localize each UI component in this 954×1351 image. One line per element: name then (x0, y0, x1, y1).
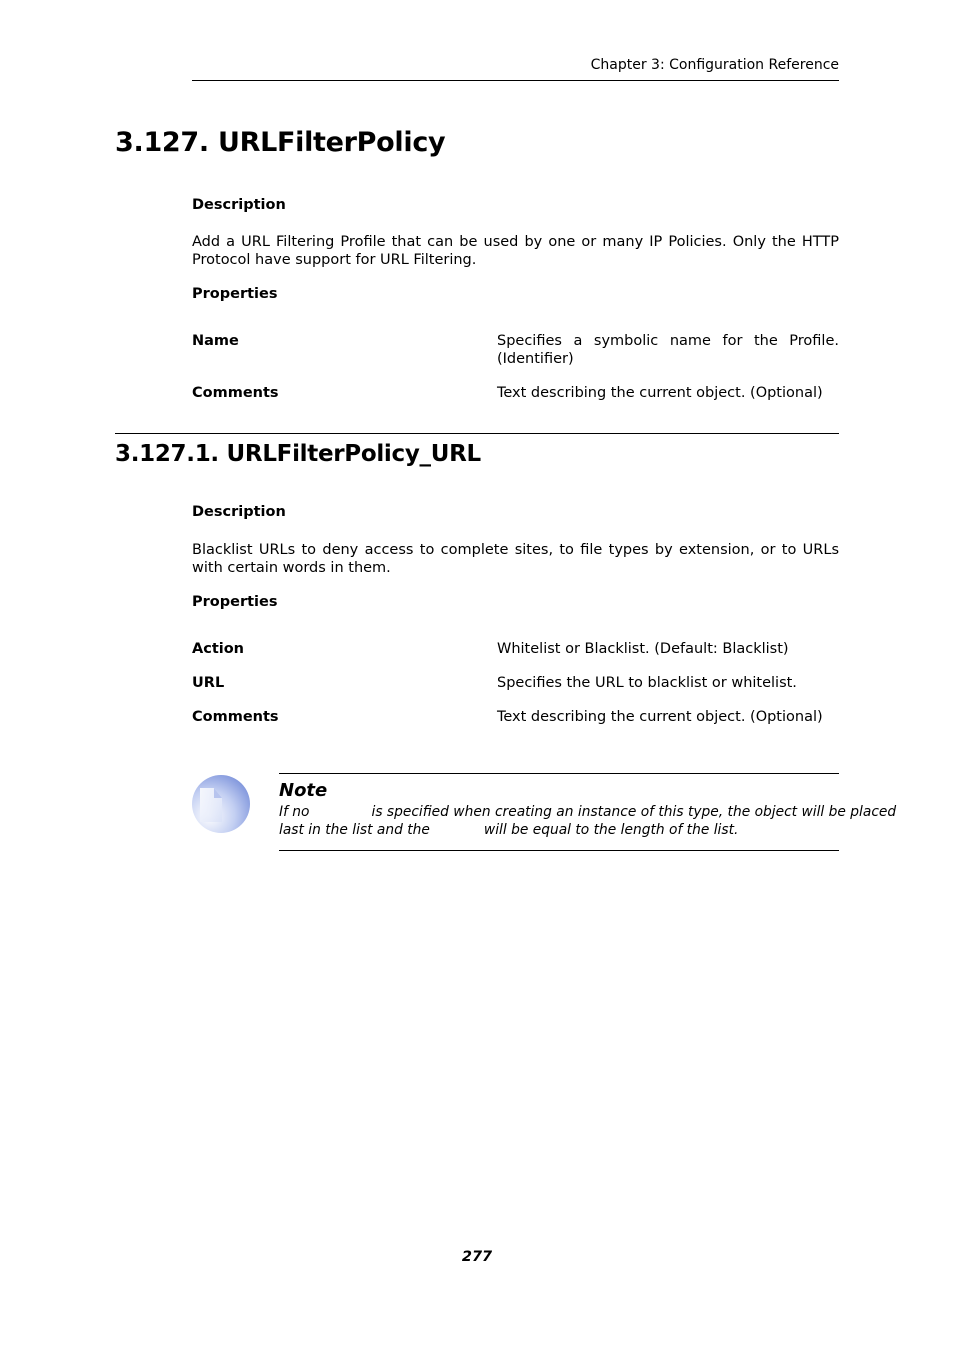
note-text-segment: will be equal to the length of the list. (483, 822, 739, 838)
note-icon (192, 774, 252, 834)
property-description: Text describing the current object. (Optional) (497, 385, 823, 401)
property-description: Specifies the URL to blacklist or whitelist. (497, 675, 797, 691)
property-name: Action (192, 641, 245, 657)
page-number: 277 (461, 1249, 493, 1265)
properties-heading: Properties (192, 594, 278, 610)
description-text: Add a URL Filtering Profile that can be used by one or many IP Policies. Only the HTTP Protocol have support for URL Filtering. (192, 234, 839, 268)
property-description: Text describing the current object. (Optional) (497, 709, 823, 725)
note-text-line (279, 803, 897, 821)
property-description: Whitelist or Blacklist. (Default: Blacklist) (497, 641, 789, 657)
property-name: Name (192, 333, 239, 349)
property-name: Comments (192, 385, 279, 401)
section-divider (115, 433, 839, 434)
property-name: URL (192, 675, 225, 691)
chapter-title: Chapter 3: Configuration Reference (590, 57, 839, 73)
properties-heading: Properties (192, 286, 278, 302)
note-text-line (279, 821, 839, 839)
note-text-segment: is specified when creating an instance of this type, the object will be placed (371, 804, 897, 820)
property-description: Specifies a symbolic name for the Profile. (Identifier) (497, 333, 839, 367)
description-heading: Description (192, 504, 286, 520)
note-text-segment: last in the list and the (279, 822, 430, 838)
note-text-segment: If no (279, 804, 310, 820)
property-name: Comments (192, 709, 279, 725)
running-header (192, 55, 839, 81)
description-heading: Description (192, 197, 286, 213)
section-title: 3.127. URLFilterPolicy (115, 127, 446, 158)
note-title: Note (279, 780, 328, 801)
subsection-title: 3.127.1. URLFilterPolicy_URL (115, 441, 481, 467)
description-text: Blacklist URLs to deny access to complete sites, to file types by extension, or to URLs with certain words in them. (192, 542, 839, 576)
